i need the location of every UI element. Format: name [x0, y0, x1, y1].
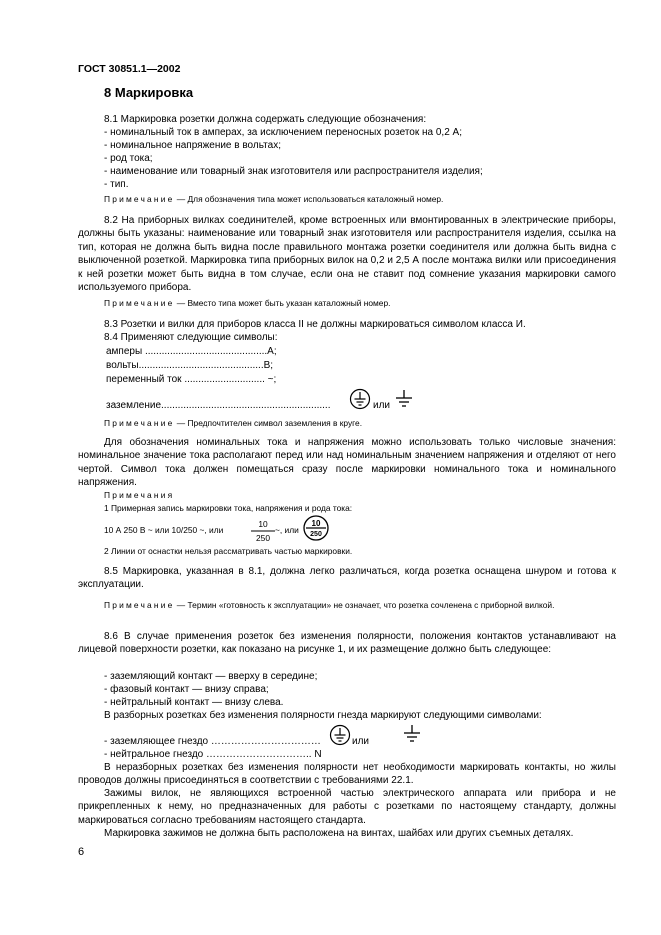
section-title: 8 Маркировка — [104, 85, 194, 100]
paragraph-8-6-b: В разборных розетках без изменения полярности гнезда маркируют следующими символами: — [104, 710, 542, 721]
note-3 — [104, 418, 616, 429]
note-label: Примечание — [104, 194, 175, 204]
earth-icon — [402, 724, 422, 744]
document-header: ГОСТ 30851.1—2002 — [78, 63, 181, 75]
fraction-numerator: 10 — [258, 519, 268, 529]
symbol-amperes: амперы ............................................А; — [106, 346, 277, 357]
socket-neutral-line: - нейтральное гнездо ………………………….. N — [104, 749, 322, 760]
symbol-alternating-current: переменный ток ............................. ~; — [106, 374, 277, 385]
list-item: - номинальное напряжение в вольтах; — [104, 140, 281, 151]
earth-circle-icon — [349, 388, 371, 410]
or-word: или — [373, 400, 391, 411]
fraction-denominator: 250 — [256, 533, 270, 543]
marking-example-text: 10 А 250 В ~ или 10/250 ~, или — [104, 525, 224, 535]
notes-title: Примечания — [104, 490, 175, 500]
earth-icon — [394, 389, 414, 409]
note-2 — [104, 298, 616, 309]
note-label: Примечание — [104, 600, 175, 610]
note-text: — Для обозначения типа может использоваться каталожный номер. — [174, 194, 444, 204]
note-4 — [104, 600, 616, 611]
list-item: - наименование или товарный знак изготовителя или распространителя изделия; — [104, 166, 483, 177]
paragraph-8-2: 8.2 На приборных вилках соединителей, кроме встроенных или вмонтированных в электрические приборы, должны быть указаны: наименование или товарный знак изготовителя или распространителя изделия, ссылка на тип, которая не должна быть видна после правильного монтажа розетки соединителя или должна быть видна с выключенной розеткой. Маркировка типа приборных вилок на 0,2 и 2,5 А после монтажа вилки или присоединения к ней розетки может быть видна в том случае, если она не ставит под сомнение указания маркировки самого используемого прибора. — [78, 215, 616, 294]
paragraph-8-6-e: Маркировка зажимов не должна быть расположена на винтах, шайбах или других съемных деталях. — [104, 828, 574, 839]
marking-example-tail: ~, или — [275, 525, 299, 535]
paragraph-8-6-d: Зажимы вилок, не являющихся встроенной частью электрического аппарата или прибора и не прикрепленных к нему, но предназначенных для работы с розетками по настоящему стандарту, должны маркироваться согласно требованиям настоящего стандарта. — [78, 788, 616, 826]
list-item: - род тока; — [104, 153, 153, 164]
paragraph-8-6: 8.6 В случае применения розеток без изменения полярности, положения контактов устанавливают на лицевой поверхности розетки, как показано на рисунке 1, и их размещение должно быть следующее: — [78, 631, 616, 656]
note-item-1: 1 Примерная запись маркировки тока, напряжения и рода тока: — [104, 503, 353, 513]
rating-circle-bottom: 250 — [310, 531, 322, 538]
paragraph-8-5: 8.5 Маркировка, указанная в 8.1, должна легко различаться, когда розетка оснащена шнуром и готова к эксплуатации. — [78, 566, 616, 591]
paragraph-8-4: 8.4 Применяют следующие символы: — [104, 332, 278, 343]
symbol-earth-line: заземление............................................................. — [106, 400, 331, 411]
note-item-2: 2 Линии от оснастки нельзя рассматривать частью маркировки. — [104, 546, 353, 556]
rating-circle-top: 10 — [311, 519, 321, 528]
earth-circle-icon — [329, 724, 351, 746]
note-1 — [104, 194, 616, 205]
note-label: Примечание — [104, 298, 175, 308]
paragraph-8-6-c: В неразборных розетках без изменения полярности нет необходимости маркировать контакты, но жилы проводов должны присоединяться в соответствии с требованиями 22.1. — [78, 762, 616, 787]
list-item: - тип. — [104, 179, 129, 190]
list-item: - номинальный ток в амперах, за исключением переносных розеток на 0,2 А; — [104, 127, 462, 138]
list-item: - фазовый контакт — внизу справа; — [104, 684, 269, 695]
note-label: Примечание — [104, 418, 175, 428]
note-text: — Термин «готовность к эксплуатации» не означает, что розетка сочленена с приборной вилкой. — [174, 600, 555, 610]
list-item: - нейтральный контакт — внизу слева. — [104, 697, 284, 708]
or-word: или — [352, 736, 370, 747]
note-text: — Вместо типа может быть указан каталожный номер. — [174, 298, 391, 308]
paragraph-8-3: 8.3 Розетки и вилки для приборов класса II не должны маркироваться символом класса И. — [104, 319, 526, 330]
rating-circle-icon — [303, 515, 329, 541]
page-number: 6 — [78, 846, 85, 858]
socket-earth-line: - заземляющее гнездо …………………………… — [104, 736, 321, 747]
fraction-bar — [251, 530, 275, 532]
list-item: - заземляющий контакт — вверху в середине; — [104, 671, 318, 682]
paragraph-8-1-intro: 8.1 Маркировка розетки должна содержать следующие обозначения: — [104, 114, 427, 125]
paragraph-8-4-b: Для обозначения номинальных тока и напряжения можно использовать только числовые значения: номинальное значение тока располагают перед или над номинальным значением напряжения и отделяют от него чертой. Символ тока должен помещаться сразу после маркировки номинального тока и номинального напряжения. — [78, 437, 616, 489]
note-text: — Предпочтителен символ заземления в круге. — [174, 418, 363, 428]
symbol-volts: вольты.............................................В; — [106, 360, 274, 371]
